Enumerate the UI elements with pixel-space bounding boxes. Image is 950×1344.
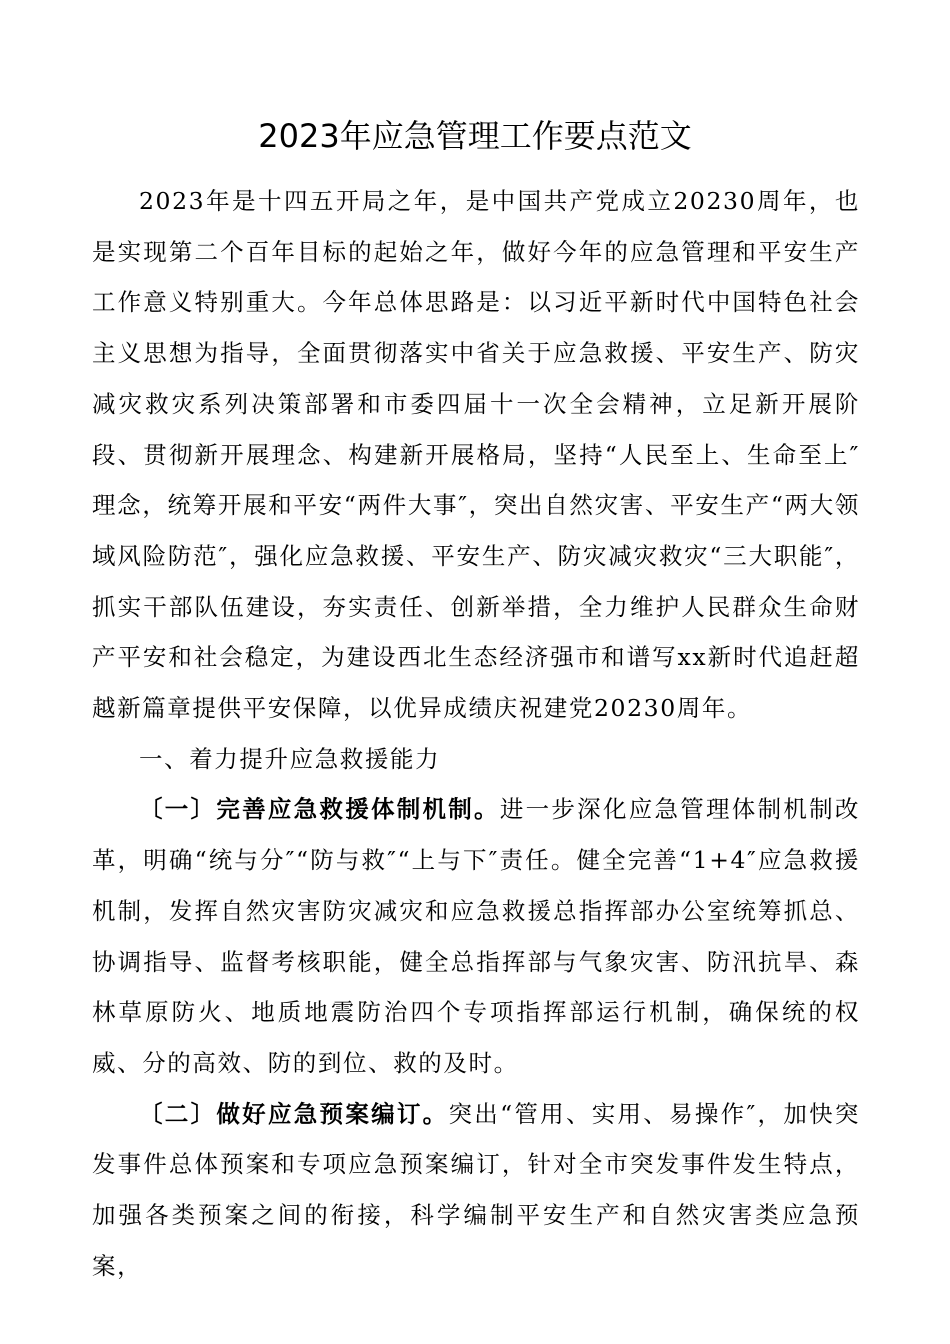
item-paragraph-2 <box>92 1089 860 1292</box>
document-title: 2023年应急管理工作要点范文 <box>258 117 692 155</box>
item-text-2: 突出“管用、实用、易操作″，加快突发事件总体预案和专项应急预案编订，针对全市突发事件发生特点，加强各类预案之间的衔接，科学编制平安生产和自然灾害类应急预案， <box>92 1099 861 1280</box>
item-paragraph-1 <box>92 784 860 1088</box>
item-lead-2: 〔二〕做好应急预案编订。 <box>139 1099 449 1128</box>
item-lead-1: 〔一〕完善应急救援体制机制。 <box>139 795 500 824</box>
intro-paragraph: 2023年是十四五开局之年，是中国共产党成立20230周年，也是实现第二个百年目标的起始之年，做好今年的应急管理和平安生产工作意义特别重大。今年总体思路是：以习近平新时代中国特色社会主义思想为指导，全面贯彻落实中省关于应急救援、平安生产、防灾减灾救灾系列决策部署和市委四届十一次全会精神，立足新开展阶段、贯彻新开展理念、构建新开展格局，坚持“人民至上、生命至上″理念，统筹开展和平安“两件大事″，突出自然灾害、平安生产“两大领域风险防范″，强化应急救援、平安生产、防灾减灾救灾“三大职能″，抓实干部队伍建设，夯实责任、创新举措，全力维护人民群众生命财产平安和社会稳定，为建设西北生态经济强市和谱写xx新时代追赶超越新篇章提供平安保障，以优异成绩庆祝建党20230周年。 <box>92 187 860 723</box>
item-text-1: 进一步深化应急管理体制机制改革，明确“统与分″“防与救″“上与下″责任。健全完善“1+4″应急救援机制，发挥自然灾害防灾减灾和应急救援总指挥部办公室统筹抓总、协调指导、监督考核职能，健全总指挥部与气象灾害、防汛抗旱、森林草原防火、地质地震防治四个专项指挥部运行机制，确保统的权威、分的高效、防的到位、救的及时。 <box>92 795 861 1077</box>
document-body <box>92 176 860 1291</box>
section-heading-1: 一、着力提升应急救援能力 <box>139 744 441 773</box>
